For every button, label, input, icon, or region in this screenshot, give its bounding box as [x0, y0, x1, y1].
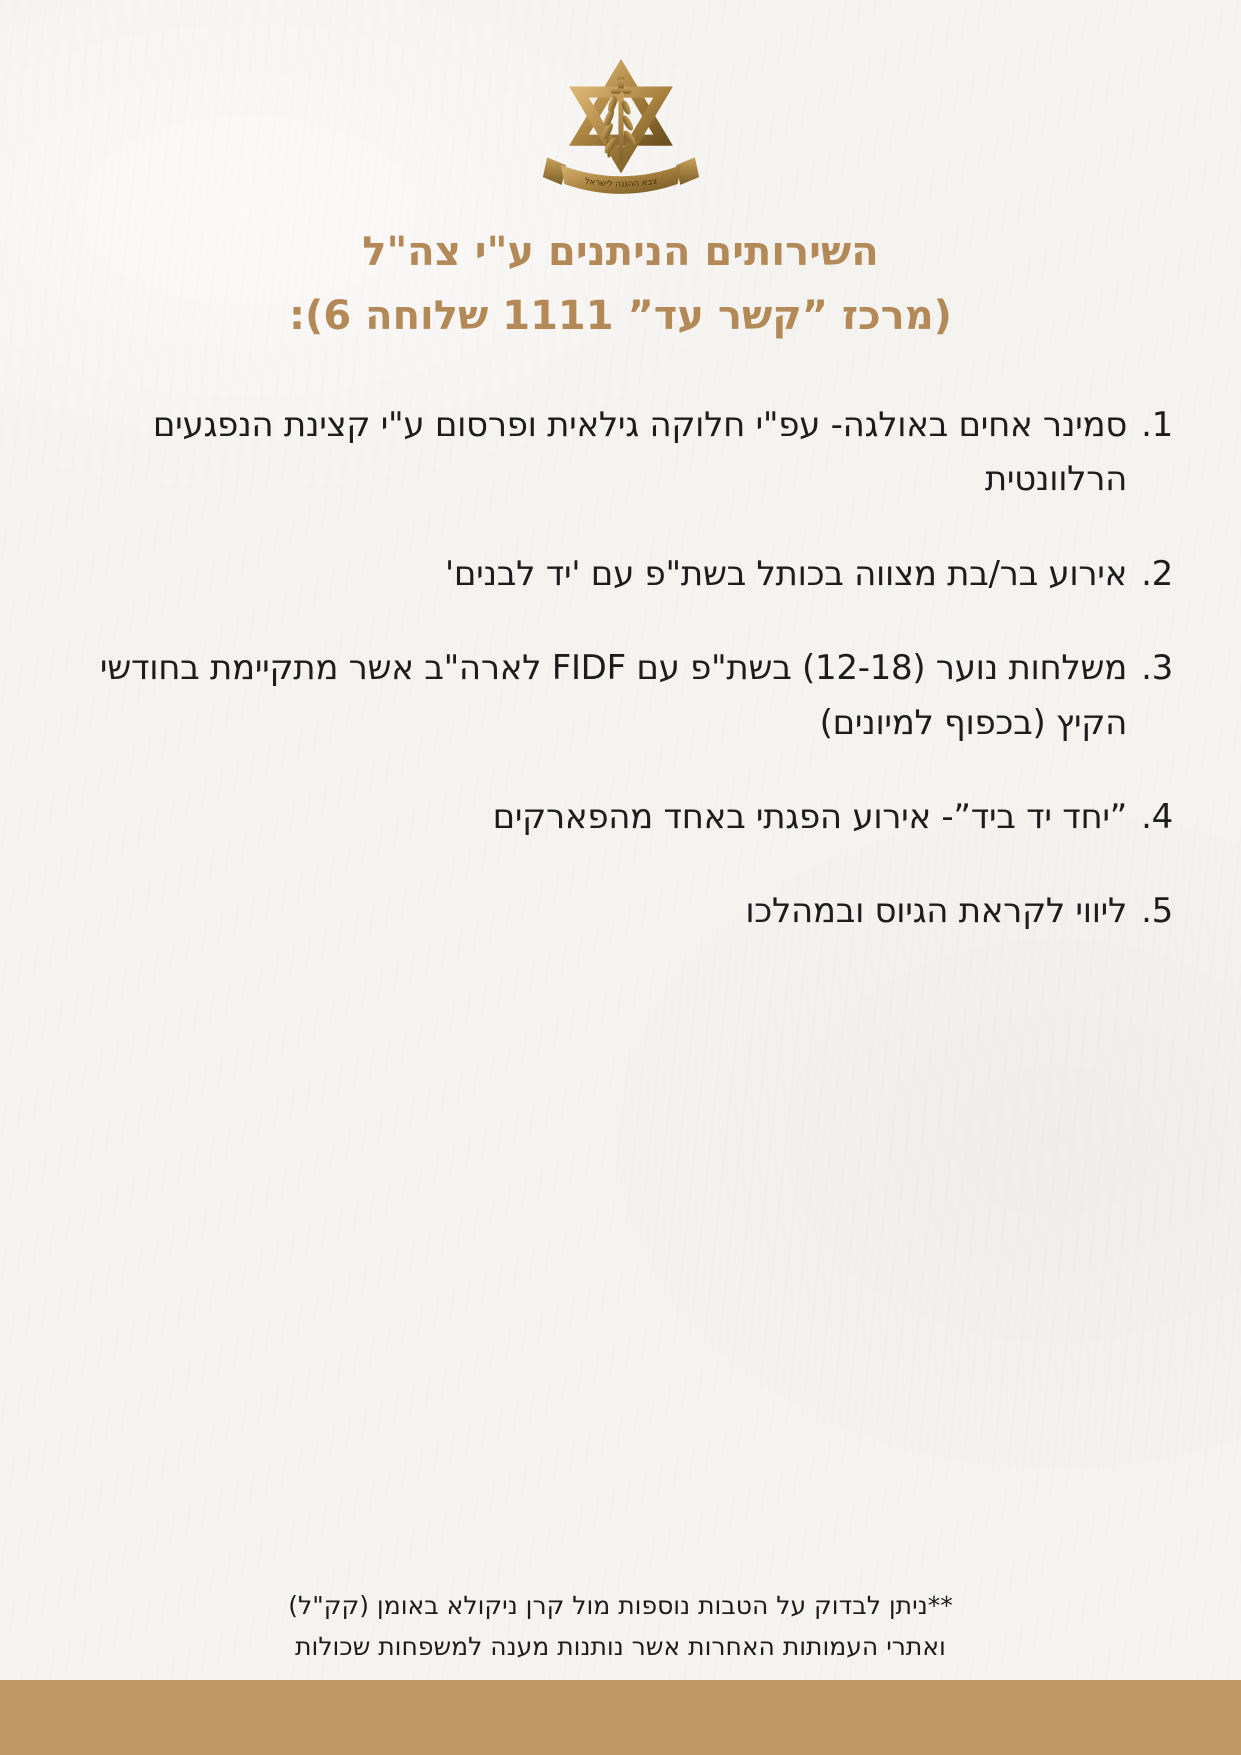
footer-note-line-2: ואתרי העמותות האחרות אשר נותנות מענה למשפחות שכולות — [295, 1631, 946, 1661]
list-item-number: 3. — [1141, 648, 1173, 689]
list-item-number: 5. — [1141, 891, 1173, 932]
list-item-text: ”יחד יד ביד”- אירוע הפגתי באחד מהפארקים — [492, 796, 1127, 837]
list-item — [66, 641, 1175, 750]
list-item-text: סמינר אחים באולגה- עפ"י חלוקה גילאית ופרסום ע"י קצינת הנפגעים הרלוונטית — [152, 405, 1127, 500]
list-item-text: ליווי לקראת הגיוס ובמהלכו — [745, 891, 1127, 932]
list-item-text: משלחות נוער (12-18) בשת"פ עם FIDF לארה"ב אשר מתקיימת בחודשי הקיץ (בכפוף למיונים) — [99, 648, 1127, 743]
list-item — [66, 398, 1175, 507]
list-item-text: אירוע בר/בת מצווה בכותל בשת"פ עם 'יד לבנים' — [444, 553, 1127, 594]
emblem-ribbon-text: צבא ההגנה לישראל — [583, 176, 658, 190]
footer-note-line-1: **ניתן לבדוק על הטבות נוספות מול קרן ניקולא באומן (קק"ל) — [288, 1590, 953, 1620]
footer-gold-bar — [0, 1680, 1241, 1755]
services-list — [66, 398, 1175, 939]
list-item-number: 1. — [1141, 405, 1173, 445]
idf-emblem-icon — [535, 56, 707, 202]
logo — [0, 0, 1241, 206]
title-line-2: (מרכז ”קשר עד” 1111 שלוחה 6): — [289, 293, 952, 339]
list-item — [66, 884, 1175, 938]
list-item-number: 4. — [1141, 796, 1173, 837]
list-item — [66, 547, 1175, 601]
list-item-number: 2. — [1141, 553, 1173, 594]
footer-note — [0, 1585, 1241, 1668]
list-item — [66, 790, 1175, 844]
page-title — [0, 220, 1241, 348]
title-line-1: השירותים הניתנים ע"י צה"ל — [362, 229, 879, 275]
